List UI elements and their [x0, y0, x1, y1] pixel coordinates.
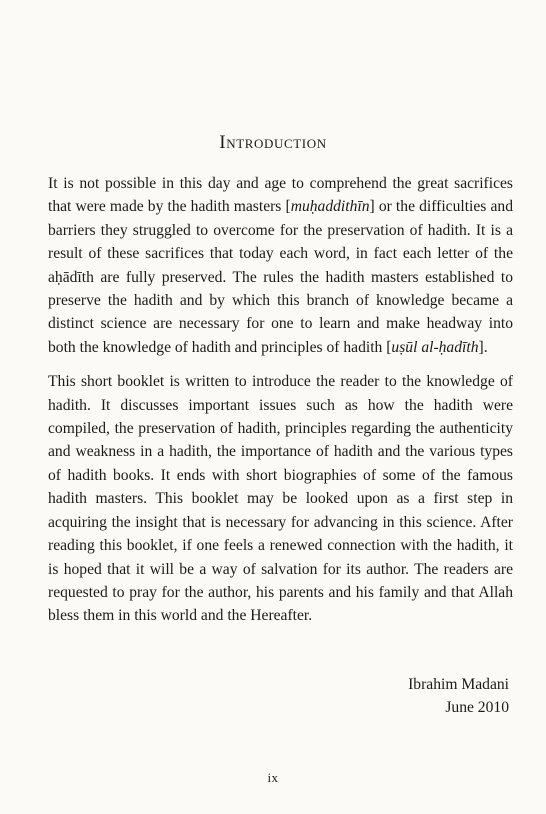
paragraph-1 — [48, 172, 513, 359]
italic-term: uṣūl al-ḥadīth — [391, 338, 479, 356]
text-segment: ]. — [478, 338, 488, 356]
author-signature-block — [408, 673, 509, 719]
text-segment: It is not possible in this day and age to comprehend the great sacrifices that were made by the hadith masters [ — [48, 175, 513, 216]
paragraph-2 — [48, 370, 513, 627]
italic-term: muḥaddithīn — [290, 198, 370, 216]
text-segment: This short booklet is written to introduce the reader to the knowledge of hadith. It discusses important issues such as how the hadith were compiled, the preservation of hadith, principles regarding the authenticity and weakness in a hadith, the importance of hadith and the various types of hadith books. It ends with short biographies of some of the famous hadith masters. This booklet may be looked upon as a first step in acquiring the insight that is necessary for advancing in this science. After reading this booklet, if one feels a renewed connection with the hadith, it is hoped that it will be a way of salvation for its author. The readers are requested to pray for the author, his parents and his family and that Allah bless them in this world and the Hereafter. — [48, 373, 513, 625]
signature-date: June 2010 — [445, 699, 509, 716]
text-segment: ] or the difficulties and barriers they struggled to overcome for the preservation of hadith. It is a result of these sacrifices that today each word, in fact each letter of the aḥādīth are fully preserved. The rules the hadith masters established to preserve the hadith and by which this branch of knowledge became a distinct science are necessary for one to learn and make headway into both the knowledge of hadith and principles of hadith [ — [48, 198, 513, 356]
introduction-body — [48, 172, 513, 639]
page-number: ix — [267, 770, 279, 785]
page-title: Introduction — [219, 132, 327, 153]
author-name: Ibrahim Madani — [408, 676, 509, 693]
